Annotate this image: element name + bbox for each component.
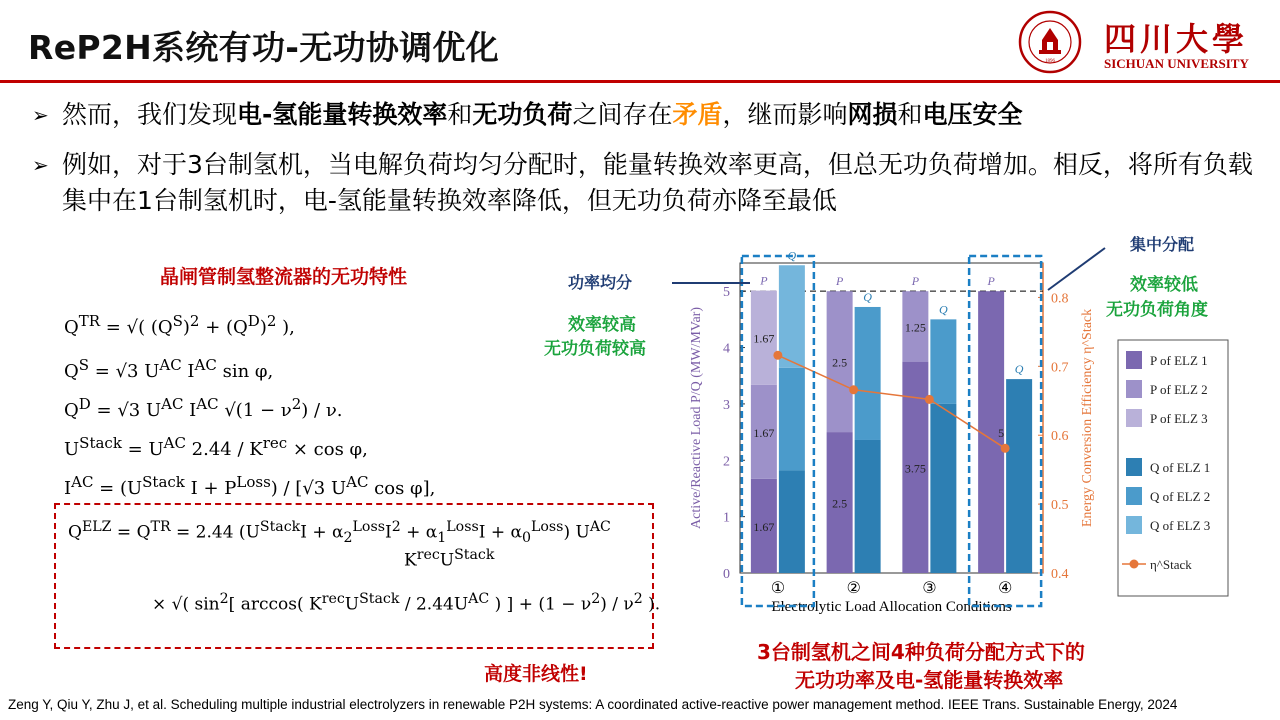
text: 和 <box>447 100 473 129</box>
bar-value-label: 1.67 <box>753 519 775 534</box>
legend-label: Q of ELZ 2 <box>1150 489 1211 504</box>
reference-citation: Zeng Y, Qiu Y, Zhu J, et al. Scheduling multiple industrial electrolyzers in renewable P2H systems: A coordinated active-reactive power management method. IEEE Trans. Sustainable Energy, 2024 <box>8 697 1178 712</box>
eta-line <box>778 355 1005 448</box>
nonlinear-label: 高度非线性! <box>484 663 588 685</box>
legend-swatch <box>1126 380 1142 398</box>
equation-qelz-denominator: $K^{rec}U^{Stack}$ <box>404 547 495 571</box>
eta-point <box>773 351 782 360</box>
bar-tag-p: P <box>835 274 844 289</box>
equation-qd: $Q^D = √3$ $U^{AC}$ $I^{AC}$ $√(1 - \nu^2) / \nu$. <box>64 395 343 421</box>
y-axis-label: Active/Reactive Load P/Q (MW/MVar) <box>689 307 704 529</box>
highlight-reactive-load: 无功负荷 <box>472 100 573 129</box>
equation-qelz-1: $Q^{ELZ} = Q^{TR} = 2.44$ $(U^{Stack}I + \alpha_2^{Loss}I^2 + \alpha_1^{Loss}I + \alpha_0^{Loss})$ $U^{AC}$ <box>68 519 611 547</box>
legend-swatch <box>1126 487 1142 505</box>
bullet-2-text: 例如，对于3台制氢机，当电解负荷均匀分配时，能量转换效率更高，但总无功负荷增加。相反，将所有负载集中在1台制氢机时，电-氢能量转换效率降低，但无功负荷亦降至最低 <box>62 150 1253 215</box>
callout-line-concentrated <box>1048 248 1105 290</box>
highlight-efficiency: 电-氢能量转换效率 <box>237 100 448 129</box>
bar-tag-p: P <box>987 274 995 289</box>
university-name-en: SICHUAN UNIVERSITY <box>1104 56 1249 71</box>
callout-conc-eff: 效率较低 <box>1130 275 1198 295</box>
university-name-cn: 四川大學 <box>1104 20 1249 58</box>
x-axis-label: Electrolytic Load Allocation Conditions <box>771 599 1012 615</box>
bar-value-label: 1.67 <box>753 425 775 440</box>
legend-label: Q of ELZ 3 <box>1150 518 1211 533</box>
x-tick-label: ② <box>846 578 861 597</box>
bullet-2 <box>32 147 1262 219</box>
y-tick-label: 3 <box>723 397 730 413</box>
bar-q-elz-3 <box>779 265 805 368</box>
legend-swatch <box>1126 458 1142 476</box>
highlight-network-loss: 网损 <box>847 100 898 129</box>
equation-qelz-2: × √( $\sin^2$[ arccos( $K^{rec}U^{Stack} / 2.44U^{AC}$ ) ] + $(1 - \nu^2) / \nu^2$ ). <box>152 591 661 615</box>
text: 之间存在 <box>572 100 673 129</box>
bar-value-label: 2.5 <box>832 496 848 511</box>
bar-value-label: 3.75 <box>904 461 926 476</box>
equation-qtr: $Q^{TR}$ = √( $(Q^S)^2 + (Q^D)^2$ ), <box>64 312 295 338</box>
bullet-1 <box>32 97 1262 133</box>
y2-tick-label: 0.8 <box>1051 291 1069 307</box>
bar-value-label: 5 <box>998 426 1005 441</box>
bar-tag-q: Q <box>787 248 797 263</box>
legend-label: P of ELZ 2 <box>1150 382 1208 397</box>
legend-label: P of ELZ 3 <box>1150 411 1208 426</box>
y2-axis-label: Energy Conversion Efficiency η^Stack <box>1080 308 1095 528</box>
y-tick-label: 4 <box>723 341 730 357</box>
y-tick-label: 1 <box>723 510 730 526</box>
legend-label: η^Stack <box>1150 557 1192 572</box>
y-tick-label: 5 <box>723 285 730 301</box>
y2-tick-label: 0.5 <box>1051 498 1069 514</box>
bar-q-elz-1 <box>930 404 956 573</box>
highlight-contradiction: 矛盾 <box>672 100 723 129</box>
bar-tag-q: Q <box>863 289 872 304</box>
equation-qs: $Q^S = √3$ $U^{AC}$ $I^{AC}$ sin φ, <box>64 356 274 382</box>
bar-q-elz-2 <box>779 368 805 471</box>
callout-concentrated: 集中分配 <box>1130 235 1195 254</box>
chart-caption-line-2: 无功功率及电-氢能量转换效率 <box>795 668 1064 692</box>
eta-point <box>849 385 858 394</box>
y2-tick-label: 0.4 <box>1051 567 1069 582</box>
bullet-arrow-icon: ➢ <box>32 103 49 127</box>
bar-value-label: 1.25 <box>904 320 926 335</box>
callout-uniform: 功率均分 <box>568 273 633 292</box>
bullet-arrow-icon: ➢ <box>32 153 49 177</box>
chart-caption-line-1: 3台制氢机之间4种负荷分配方式下的 <box>757 640 1085 664</box>
x-tick-label: ① <box>770 578 786 597</box>
legend-label: Q of ELZ 1 <box>1150 460 1211 475</box>
y2-tick-label: 0.6 <box>1051 429 1069 445</box>
callout-conc-q: 无功负荷角度 <box>1106 300 1208 320</box>
text: ，继而影响 <box>722 100 848 129</box>
equation-ustack: $U^{Stack} = U^{AC}$ $2.44 / K^{rec} \times \cos \varphi$, <box>64 434 368 460</box>
load-efficiency-chart <box>544 228 1250 628</box>
highlight-voltage-security: 电压安全 <box>922 100 1023 129</box>
bar-tag-q: Q <box>1014 362 1024 377</box>
bar-value-label: 1.67 <box>753 331 775 346</box>
bar-q-elz-1 <box>1006 379 1032 573</box>
bar-tag-q: Q <box>939 302 948 317</box>
callout-uniform-q: 无功负荷较高 <box>544 339 646 359</box>
bar-q-elz-2 <box>855 307 881 440</box>
thyristor-label: 晶闸管制氢整流器的无功特性 <box>160 266 408 288</box>
legend-swatch <box>1126 351 1142 369</box>
bar-q-elz-1 <box>779 470 805 573</box>
y2-tick-label: 0.7 <box>1051 360 1069 376</box>
text: 然而，我们发现 <box>62 100 238 129</box>
eta-point <box>1001 444 1010 453</box>
bar-q-elz-2 <box>930 319 956 404</box>
legend-label: P of ELZ 1 <box>1150 353 1208 368</box>
bar-value-label: 2.5 <box>832 355 848 370</box>
legend-eta-marker <box>1130 560 1139 569</box>
university-seal-icon <box>1018 10 1082 74</box>
y-tick-label: 0 <box>723 567 730 582</box>
x-tick-label: ③ <box>922 578 937 597</box>
title-divider <box>0 80 1280 83</box>
seal-year: 1896 <box>1045 59 1055 64</box>
y-tick-label: 2 <box>723 454 730 470</box>
text: 和 <box>897 100 923 129</box>
page-title: ReP2H系统有功-无功协调优化 <box>28 28 500 67</box>
callout-uniform-eff: 效率较高 <box>568 315 636 335</box>
equation-iac: $I^{AC} = (U^{Stack}$ $I + P^{Loss}) / [√3$ $U^{AC}$ cos φ], <box>64 473 436 499</box>
eta-point <box>925 395 934 404</box>
x-tick-label: ④ <box>997 578 1013 597</box>
legend-swatch <box>1126 409 1142 427</box>
bar-tag-p: P <box>911 274 920 289</box>
bar-q-elz-1 <box>855 440 881 573</box>
bar-tag-p: P <box>760 273 768 288</box>
legend-swatch <box>1126 516 1142 534</box>
